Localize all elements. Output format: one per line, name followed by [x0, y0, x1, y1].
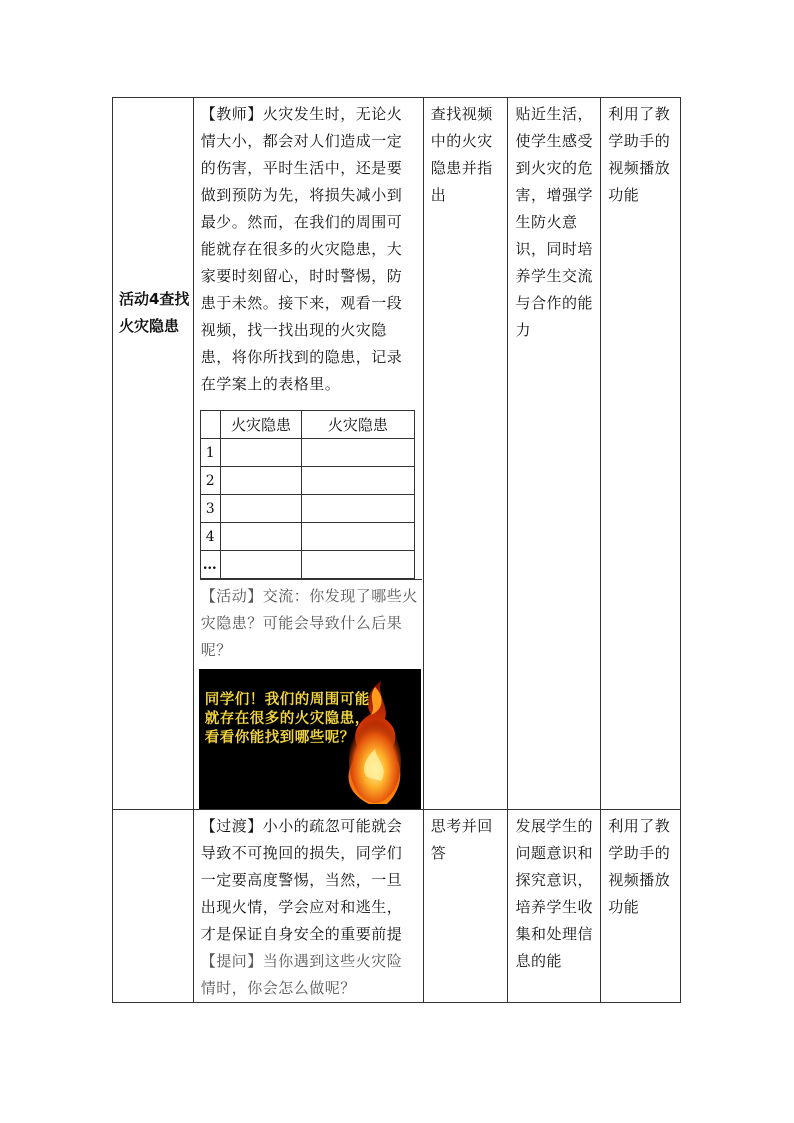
activity-name-cell [113, 810, 194, 1003]
row-number: 2 [200, 467, 220, 495]
header-index [200, 411, 220, 439]
activity-text: 交流：你发现了哪些火灾隐患？可能会导致什么后果呢？ [200, 587, 418, 659]
student-activity-text: 思考并回答 [430, 817, 493, 862]
tech-application-cell [601, 810, 681, 1003]
question-paragraph [194, 948, 423, 1002]
design-purpose-cell [508, 98, 601, 810]
row-number: … [200, 551, 220, 579]
table-row [113, 98, 681, 810]
teacher-activity-cell [193, 810, 423, 1003]
header-hazard-1: 火灾隐患 [220, 411, 301, 439]
empty-cell [220, 551, 301, 579]
tech-application-text: 利用了教学助手的视频播放功能 [608, 105, 671, 204]
image-caption-text: 同学们！我们的周围可能就存在很多的火灾隐患，看看你能找到哪些呢？ [204, 692, 370, 746]
table-row [200, 439, 414, 467]
teacher-tag: 【教师】 [200, 105, 263, 123]
table-row [113, 810, 681, 1003]
design-purpose-text: 发展学生的问题意识和探究意识，培养学生收集和处理信息的能 [515, 817, 593, 970]
activity-paragraph [200, 580, 422, 664]
row-number: 3 [200, 495, 220, 523]
table-row [200, 551, 414, 579]
empty-cell [220, 523, 301, 551]
transition-paragraph [194, 810, 423, 948]
empty-cell [302, 467, 415, 495]
teacher-text: 火灾发生时，无论火情大小，都会对人们造成一定的伤害，平时生活中，还是要做到预防为先，将损失减小到最少。然而，在我们的周围可能就存在很多的火灾隐患，大家要时刻留心，时时警惕，防患于未然。接下来，观看一段视频，找一找出现的火灾隐患，将你所找到的隐患，记录在学案上的表格里。 [200, 105, 403, 393]
activity-name [113, 810, 193, 813]
row-number: 4 [200, 523, 220, 551]
table-row [200, 467, 414, 495]
tech-application-text: 利用了教学助手的视频播放功能 [608, 817, 671, 916]
empty-cell [302, 523, 415, 551]
fire-image [199, 669, 421, 809]
transition-text: 小小的疏忽可能就会导致不可挽回的损失，同学们一定要高度警惕，当然，一旦出现火情，学会应对和逃生，才是保证自身安全的重要前提 [200, 817, 403, 943]
question-tag: 【提问】 [200, 952, 263, 970]
activity-tag: 【活动】 [200, 587, 263, 605]
empty-cell [220, 439, 301, 467]
table-row [200, 495, 414, 523]
student-activity-cell [423, 98, 508, 810]
transition-tag: 【过渡】 [200, 817, 263, 835]
empty-cell [302, 551, 415, 579]
table-row [200, 523, 414, 551]
header-hazard-2: 火灾隐患 [302, 411, 415, 439]
activity-section [200, 579, 422, 664]
empty-cell [302, 495, 415, 523]
table-header-row [200, 411, 414, 439]
design-purpose-text: 贴近生活，使学生感受到火灾的危害，增强学生防火意识，同时培养学生交流与合作的能力 [515, 105, 593, 339]
question-text: 当你遇到这些火灾险情时，你会怎么做呢？ [200, 952, 403, 997]
image-caption [205, 691, 375, 748]
teacher-activity-cell [193, 98, 423, 810]
student-activity-text: 查找视频中的火灾隐患并指出 [430, 105, 493, 204]
student-activity-cell [423, 810, 508, 1003]
lesson-plan-table [112, 97, 681, 1003]
activity-name: 活动4查找火灾隐患 [119, 290, 190, 335]
activity-name-cell [113, 98, 194, 810]
tech-application-cell [601, 98, 681, 810]
empty-cell [220, 495, 301, 523]
hazard-record-table [200, 410, 415, 579]
design-purpose-cell [508, 810, 601, 1003]
empty-cell [302, 439, 415, 467]
row-number: 1 [200, 439, 220, 467]
teacher-paragraph [194, 98, 423, 398]
empty-cell [220, 467, 301, 495]
